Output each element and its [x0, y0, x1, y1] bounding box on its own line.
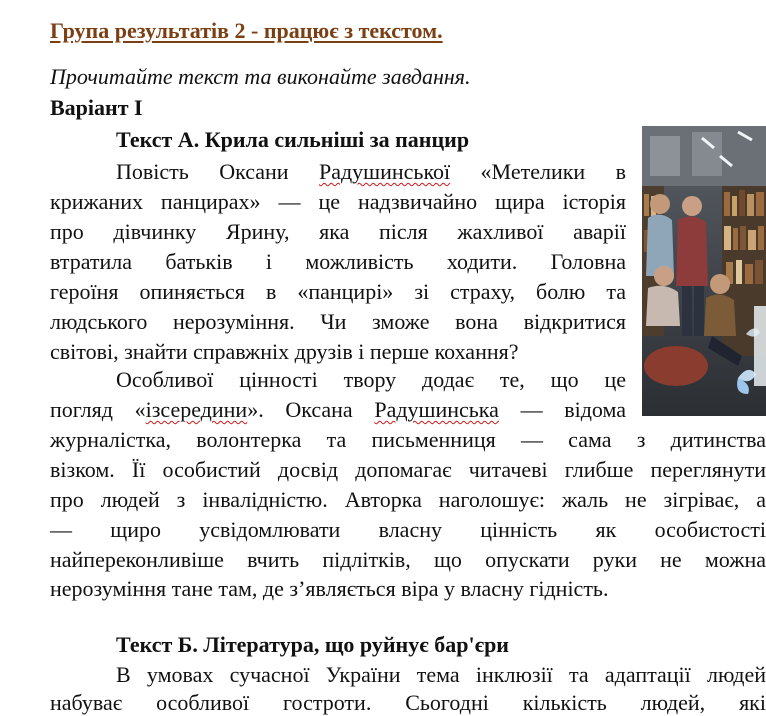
instruction: Прочитайте текст та виконайте завдання.	[50, 64, 471, 89]
text-a-line-5: героїня опиняється в «панцирі» зі страху, болю та	[50, 279, 626, 304]
text-a-line-10: журналістка, волонтерка та письменниця — сама з дитинства	[50, 427, 766, 452]
text-a-line-3: про дівчинку Ярину, яка після жахливої аварії	[50, 219, 626, 244]
text-a-line-14: найпереконливіше вчить підлітків, що опускати руки не можна	[50, 547, 766, 572]
text-a-line-12: про людей з інвалідністю. Авторка наголошує: жаль не зігріває, а	[50, 487, 766, 512]
illustration-image	[642, 126, 766, 416]
text-a-line-15: нерозуміння тане там, де з’являється віра у власну гідність.	[50, 576, 609, 601]
text-a-line-6: людського нерозуміння. Чи зможе вона відкритися	[50, 309, 626, 334]
text-a-line-2: крижаних панцирах» — це надзвичайно щира історія	[50, 189, 626, 214]
text-b-line-1: В умовах сучасної України тема інклюзії та адаптації людей	[116, 662, 766, 687]
text-a-line-13: — щиро усвідомлювати власну цінність як особистості	[50, 517, 766, 542]
variant-label: Варіант І	[50, 95, 143, 120]
text-a-line-9: погляд «ізсередини». Оксана Радушинська — відома	[50, 397, 626, 422]
text-a-line-1: Повість Оксани Радушинської «Метелики в	[116, 159, 626, 184]
text-a-line-4: втратила батьків і можливість ходити. Головна	[50, 249, 626, 274]
text-a-line-8: Особливої цінності твору додає те, що це	[116, 367, 626, 392]
text-a-line-7: світові, знайти справжніх друзів і перше кохання?	[50, 339, 519, 364]
section-heading: Група результатів 2 - працює з текстом.	[50, 18, 443, 43]
text-b-title: Текст Б. Література, що руйнує бар'єри	[116, 632, 509, 657]
text-b-line-2: набуває особливої гостроти. Сьогодні кількість людей, які	[50, 690, 766, 715]
text-a-title: Текст А. Крила сильніші за панцир	[116, 127, 470, 152]
text-a-line-11: візком. Її особистий досвід допомагає читачеві глибше переглянути	[50, 457, 766, 482]
